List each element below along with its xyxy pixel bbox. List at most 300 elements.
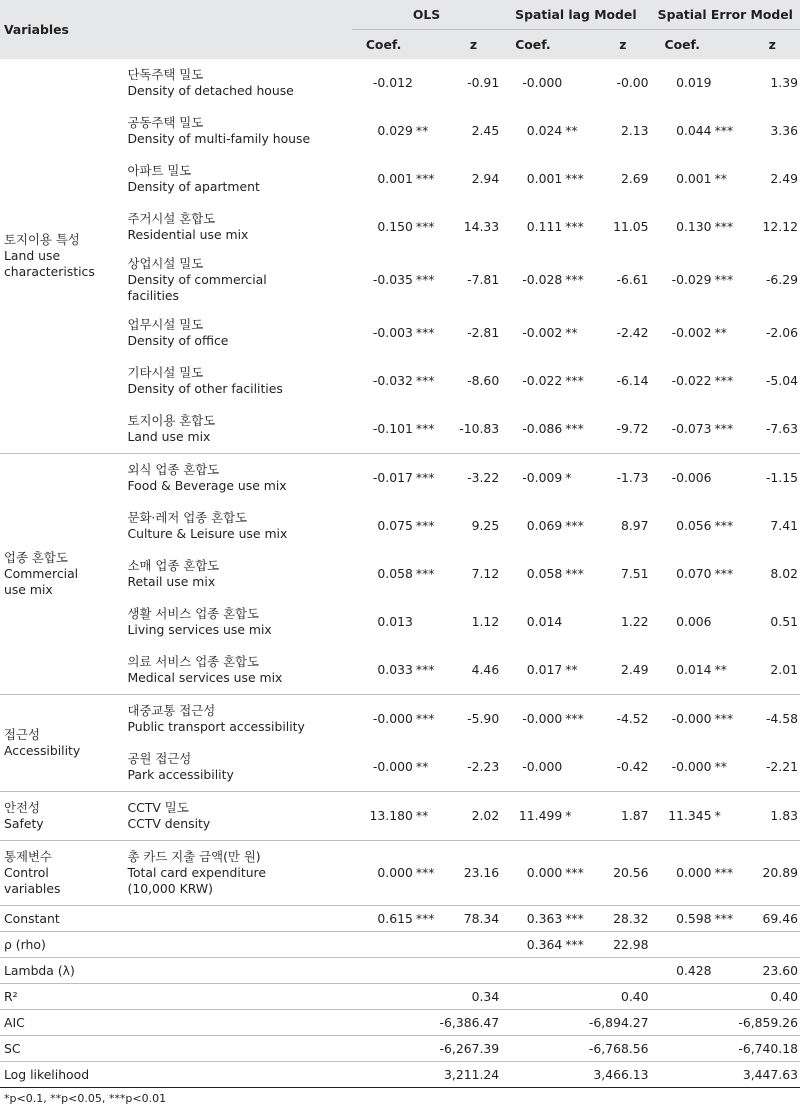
significance-stars: *** xyxy=(565,171,584,186)
significance-stars: *** xyxy=(565,711,584,726)
table-row xyxy=(0,155,800,203)
lag-coef xyxy=(501,454,595,503)
coef-value: -0.101 xyxy=(372,421,413,436)
category-cell xyxy=(0,695,119,792)
coef-value: 0.014 xyxy=(526,614,563,629)
ols-coef xyxy=(352,598,446,646)
ols-fit-value: 3,211.24 xyxy=(352,1062,501,1088)
significance-stars: ** xyxy=(714,662,727,677)
significance-stars: *** xyxy=(415,711,435,726)
table-row xyxy=(0,107,800,155)
category-cell xyxy=(0,59,119,454)
significance-stars: *** xyxy=(565,936,584,952)
coef-value: 0.130 xyxy=(676,219,712,234)
variable-korean-label: 기타시설 밀도 xyxy=(127,365,204,380)
ols-fit-value: -6,267.39 xyxy=(352,1036,501,1062)
ols-z: 78.34 xyxy=(446,906,501,932)
table-row xyxy=(0,792,800,841)
significance-stars: ** xyxy=(714,171,727,186)
lag-z: 22.98 xyxy=(595,932,650,958)
lag-z-header: z xyxy=(595,30,650,60)
variable-english-label: Density of other facilities xyxy=(127,381,283,396)
err-z: 23.60 xyxy=(745,958,800,984)
err-z: -7.63 xyxy=(745,405,800,454)
lag-coef xyxy=(501,932,595,958)
ols-z: 2.02 xyxy=(446,792,501,841)
ols-z: 1.12 xyxy=(471,614,500,629)
coef-value: 0.428 xyxy=(676,962,712,978)
err-coef xyxy=(651,251,745,309)
lag-z: 2.13 xyxy=(620,123,649,138)
footnote: *p<0.1, **p<0.05, ***p<0.01 xyxy=(4,1092,167,1105)
significance-stars: *** xyxy=(415,373,435,388)
category-label: characteristics xyxy=(4,264,95,279)
significance-stars: *** xyxy=(714,711,734,726)
variable-cell xyxy=(119,792,351,841)
coef-value: 11.345 xyxy=(668,808,712,823)
coef-value: -0.086 xyxy=(522,421,563,436)
err-z: -4.58 xyxy=(765,711,798,726)
coef-value: -0.029 xyxy=(671,272,712,287)
coef-value: 0.019 xyxy=(676,75,712,90)
err-z: -6.29 xyxy=(765,272,798,287)
ols-coef-header: Coef. xyxy=(352,30,446,60)
table-body xyxy=(0,59,800,1088)
ols-z: 9.25 xyxy=(471,518,500,533)
category-label: 통제변수 xyxy=(4,849,52,864)
coef-value: 0.033 xyxy=(377,662,413,677)
variable-english-label: Total card expenditure xyxy=(127,865,266,880)
coef-value: -0.017 xyxy=(372,470,413,485)
ols-z: 23.16 xyxy=(446,841,501,906)
ols-coef xyxy=(352,251,446,309)
lag-coef xyxy=(501,695,595,744)
coef-value: 0.150 xyxy=(377,219,413,234)
lag-coef xyxy=(501,550,595,598)
coef-value: 0.069 xyxy=(526,518,563,533)
category-label: Land use xyxy=(4,248,61,263)
significance-stars: *** xyxy=(415,325,435,340)
ols-z: -0.91 xyxy=(467,75,500,90)
err-coef-header: Coef. xyxy=(651,30,745,60)
significance-stars: *** xyxy=(714,123,734,138)
variable-cell xyxy=(119,203,351,251)
coef-value: -0.006 xyxy=(671,470,712,485)
variable-korean-label: 문화·레저 업종 혼합도 xyxy=(127,510,248,525)
variable-english-label: facilities xyxy=(127,288,179,303)
lag-coef xyxy=(501,155,595,203)
significance-stars: * xyxy=(565,470,572,485)
err-z: 20.89 xyxy=(745,841,800,906)
variable-english-label: Retail use mix xyxy=(127,574,216,589)
spatial-lag-header: Spatial lag Model xyxy=(501,0,650,30)
lag-fit-value: -6,768.56 xyxy=(501,1036,650,1062)
category-label: use mix xyxy=(4,582,53,597)
err-fit-value: -6,740.18 xyxy=(651,1036,800,1062)
lag-z xyxy=(595,958,650,984)
variable-english-label: Food & Beverage use mix xyxy=(127,478,287,493)
variable-english-label: Culture & Leisure use mix xyxy=(127,526,288,541)
variable-cell xyxy=(119,502,351,550)
err-coef xyxy=(651,598,745,646)
lag-coef xyxy=(501,251,595,309)
lag-z: 1.87 xyxy=(595,792,650,841)
err-z: -2.21 xyxy=(745,743,800,792)
variable-cell xyxy=(119,454,351,503)
err-coef xyxy=(651,203,745,251)
coef-value: 0.363 xyxy=(526,910,563,926)
err-coef xyxy=(651,906,745,932)
significance-stars: *** xyxy=(415,171,435,186)
err-fit-value: 3,447.63 xyxy=(651,1062,800,1088)
category-label: variables xyxy=(4,881,61,896)
significance-stars: *** xyxy=(714,865,734,880)
err-coef xyxy=(651,454,745,503)
lag-z: -0.00 xyxy=(616,75,649,90)
ols-coef xyxy=(352,107,446,155)
significance-stars: *** xyxy=(714,518,734,533)
coef-value: -0.009 xyxy=(522,470,563,485)
fit-row xyxy=(0,1010,800,1036)
table-row xyxy=(0,309,800,357)
table-row xyxy=(0,59,800,107)
lag-z: 1.22 xyxy=(620,614,649,629)
category-label: Control xyxy=(4,865,49,880)
ols-z xyxy=(446,932,501,958)
variable-cell xyxy=(119,59,351,107)
significance-stars: *** xyxy=(714,566,734,581)
significance-stars: *** xyxy=(714,910,734,926)
ols-coef xyxy=(352,695,446,744)
significance-stars: ** xyxy=(415,759,429,774)
ols-z: 2.45 xyxy=(471,123,500,138)
coef-value: 0.001 xyxy=(526,171,563,186)
ols-z xyxy=(446,958,501,984)
significance-stars: ** xyxy=(415,808,429,823)
coef-value: -0.000 xyxy=(671,759,712,774)
ols-coef xyxy=(352,155,446,203)
variable-english-label: Residential use mix xyxy=(127,227,249,242)
table-row xyxy=(0,203,800,251)
significance-stars: *** xyxy=(415,272,435,287)
coef-value: -0.012 xyxy=(372,75,413,90)
variable-english-label: Density of commercial xyxy=(127,272,267,287)
variable-english-label: (10,000 KRW) xyxy=(127,881,213,896)
ols-coef xyxy=(352,309,446,357)
err-z: 7.41 xyxy=(770,518,798,533)
significance-stars: ** xyxy=(415,123,429,138)
fit-row xyxy=(0,1036,800,1062)
ols-z: 7.12 xyxy=(471,566,500,581)
lag-coef xyxy=(501,958,595,984)
variable-cell xyxy=(119,405,351,454)
coef-value: 0.013 xyxy=(377,614,413,629)
variable-english-label: Living services use mix xyxy=(127,622,272,637)
category-label: 토지이용 특성 xyxy=(4,232,80,247)
category-label: 업종 혼합도 xyxy=(4,550,68,565)
variable-cell xyxy=(119,107,351,155)
err-z: 2.01 xyxy=(745,646,800,695)
variable-korean-label: 생활 서비스 업종 혼합도 xyxy=(127,606,259,621)
ols-coef xyxy=(352,906,446,932)
table-row xyxy=(0,841,800,906)
ols-z: 14.33 xyxy=(463,219,500,234)
significance-stars: ** xyxy=(565,325,578,340)
err-z: -2.06 xyxy=(765,325,798,340)
coef-value: 0.024 xyxy=(526,123,563,138)
err-z xyxy=(745,932,800,958)
lag-z: -0.42 xyxy=(595,743,650,792)
variable-korean-label: 토지이용 혼합도 xyxy=(127,413,216,428)
table-row xyxy=(0,743,800,792)
err-coef xyxy=(651,357,745,405)
significance-stars: *** xyxy=(714,219,734,234)
lag-coef xyxy=(501,906,595,932)
ols-z: -10.83 xyxy=(446,405,501,454)
err-coef xyxy=(651,309,745,357)
coef-value: 0.006 xyxy=(676,614,712,629)
ols-z: -2.81 xyxy=(467,325,500,340)
row-label: ρ (rho) xyxy=(0,932,352,958)
variable-cell xyxy=(119,155,351,203)
significance-stars: *** xyxy=(714,373,734,388)
coef-value: -0.022 xyxy=(671,373,712,388)
lag-coef xyxy=(501,59,595,107)
err-fit-value: -6,859.26 xyxy=(651,1010,800,1036)
variable-english-label: Land use mix xyxy=(127,429,211,444)
category-label: Commercial xyxy=(4,566,79,581)
ols-coef xyxy=(352,958,446,984)
spatial-error-header: Spatial Error Model xyxy=(651,0,800,30)
lag-coef xyxy=(501,107,595,155)
lag-fit-value: 0.40 xyxy=(501,984,650,1010)
lag-z: 2.49 xyxy=(595,646,650,695)
err-z: 0.51 xyxy=(770,614,798,629)
coef-value: 0.058 xyxy=(377,566,413,581)
fit-row xyxy=(0,984,800,1010)
variable-korean-label: 대중교통 접근성 xyxy=(127,703,216,718)
coef-value: 0.001 xyxy=(377,171,413,186)
ols-coef xyxy=(352,792,446,841)
significance-stars: *** xyxy=(415,566,435,581)
table-row xyxy=(0,357,800,405)
err-z: 1.39 xyxy=(770,75,798,90)
significance-stars: * xyxy=(714,808,721,823)
lag-coef xyxy=(501,357,595,405)
coef-value: 0.364 xyxy=(526,936,563,952)
coef-value: 0.056 xyxy=(676,518,712,533)
ols-coef xyxy=(352,550,446,598)
table-row xyxy=(0,454,800,503)
variable-korean-label: 공동주택 밀도 xyxy=(127,115,204,130)
lag-z: -1.73 xyxy=(616,470,649,485)
coef-value: 0.044 xyxy=(676,123,712,138)
err-z: -1.15 xyxy=(765,470,798,485)
lag-coef xyxy=(501,203,595,251)
lag-coef xyxy=(501,502,595,550)
constant-row xyxy=(0,906,800,932)
coef-value: -0.032 xyxy=(372,373,413,388)
lag-z: -9.72 xyxy=(595,405,650,454)
significance-stars: *** xyxy=(565,518,584,533)
category-label: Accessibility xyxy=(4,743,81,758)
ols-z-header: z xyxy=(446,30,501,60)
err-z: 8.02 xyxy=(770,566,798,581)
lag-z: 28.32 xyxy=(595,906,650,932)
variable-english-label: Public transport accessibility xyxy=(127,719,305,734)
lag-fit-value: 3,466.13 xyxy=(501,1062,650,1088)
coef-value: -0.035 xyxy=(372,272,413,287)
significance-stars: *** xyxy=(565,566,584,581)
table-row xyxy=(0,251,800,309)
table-row xyxy=(0,646,800,695)
variable-korean-label: 상업시설 밀도 xyxy=(127,256,204,271)
ols-fit-value: -6,386.47 xyxy=(352,1010,501,1036)
table-row xyxy=(0,405,800,454)
coef-value: 0.000 xyxy=(676,865,712,880)
significance-stars: *** xyxy=(415,662,435,677)
ols-z: 4.46 xyxy=(446,646,501,695)
lag-z: 11.05 xyxy=(613,219,649,234)
err-coef xyxy=(651,59,745,107)
significance-stars: * xyxy=(565,808,572,823)
variable-cell xyxy=(119,646,351,695)
lag-coef xyxy=(501,309,595,357)
table-row xyxy=(0,695,800,744)
coef-value: -0.002 xyxy=(522,325,563,340)
variable-korean-label: 업무시설 밀도 xyxy=(127,317,204,332)
err-coef xyxy=(651,743,745,792)
lag-z: -4.52 xyxy=(616,711,649,726)
coef-value: -0.000 xyxy=(522,759,563,774)
variable-korean-label: 의료 서비스 업종 혼합도 xyxy=(127,654,259,669)
variables-header: Variables xyxy=(0,0,352,59)
significance-stars: *** xyxy=(565,219,584,234)
variable-english-label: CCTV density xyxy=(127,816,211,831)
coef-value: 13.180 xyxy=(369,808,413,823)
fit-label: SC xyxy=(0,1036,352,1062)
ols-coef xyxy=(352,357,446,405)
significance-stars: *** xyxy=(415,219,435,234)
variable-korean-label: 외식 업종 혼합도 xyxy=(127,462,220,477)
coef-value: 0.111 xyxy=(526,219,563,234)
significance-stars: ** xyxy=(565,123,578,138)
ols-coef xyxy=(352,932,446,958)
fit-label: AIC xyxy=(0,1010,352,1036)
ols-coef xyxy=(352,743,446,792)
table-row xyxy=(0,550,800,598)
lambda-row xyxy=(0,958,800,984)
err-coef xyxy=(651,646,745,695)
coef-value: -0.002 xyxy=(671,325,712,340)
variable-korean-label: 주거시설 혼합도 xyxy=(127,211,216,226)
variable-english-label: Park accessibility xyxy=(127,767,234,782)
variable-cell xyxy=(119,251,351,309)
err-z: 1.83 xyxy=(745,792,800,841)
variable-korean-label: 총 카드 지출 금액(만 원) xyxy=(127,849,261,864)
err-coef xyxy=(651,841,745,906)
ols-z: -7.81 xyxy=(467,272,500,287)
significance-stars: *** xyxy=(415,470,435,485)
coef-value: 0.075 xyxy=(377,518,413,533)
coef-value: 0.058 xyxy=(526,566,563,581)
variable-english-label: Density of multi-family house xyxy=(127,131,311,146)
lag-coef xyxy=(501,743,595,792)
coef-value: -0.000 xyxy=(372,711,413,726)
significance-stars: *** xyxy=(565,421,584,436)
table-row xyxy=(0,598,800,646)
coef-value: 0.001 xyxy=(676,171,712,186)
table-row xyxy=(0,502,800,550)
lag-coef xyxy=(501,841,595,906)
significance-stars: *** xyxy=(415,518,435,533)
lag-coef xyxy=(501,405,595,454)
err-coef xyxy=(651,932,745,958)
row-label: Constant xyxy=(0,906,352,932)
significance-stars: *** xyxy=(565,373,584,388)
variable-cell xyxy=(119,841,351,906)
err-coef xyxy=(651,550,745,598)
significance-stars: *** xyxy=(565,865,584,880)
category-cell xyxy=(0,841,119,906)
row-label: Lambda (λ) xyxy=(0,958,352,984)
category-cell xyxy=(0,454,119,695)
coef-value: -0.000 xyxy=(522,711,563,726)
lag-z: -2.42 xyxy=(616,325,649,340)
ols-coef xyxy=(352,203,446,251)
err-coef xyxy=(651,155,745,203)
err-coef xyxy=(651,502,745,550)
variable-cell xyxy=(119,743,351,792)
rho-row xyxy=(0,932,800,958)
ols-coef xyxy=(352,405,446,454)
category-label: Safety xyxy=(4,816,44,831)
err-z: 3.36 xyxy=(770,123,798,138)
significance-stars: *** xyxy=(714,272,734,287)
lag-z: -6.14 xyxy=(616,373,649,388)
ols-z: -2.23 xyxy=(446,743,501,792)
err-z: 69.46 xyxy=(745,906,800,932)
lag-coef xyxy=(501,792,595,841)
variable-english-label: Medical services use mix xyxy=(127,670,283,685)
variable-cell xyxy=(119,598,351,646)
coef-value: 0.000 xyxy=(377,865,413,880)
significance-stars: *** xyxy=(415,865,435,880)
lag-coef xyxy=(501,646,595,695)
significance-stars: *** xyxy=(714,421,734,436)
significance-stars: *** xyxy=(415,910,435,926)
coef-value: -0.073 xyxy=(671,421,712,436)
lag-z: -6.61 xyxy=(616,272,649,287)
err-coef xyxy=(651,405,745,454)
ols-z: -5.90 xyxy=(467,711,500,726)
coef-value: -0.000 xyxy=(522,75,563,90)
variable-cell xyxy=(119,309,351,357)
ols-fit-value: 0.34 xyxy=(352,984,501,1010)
coef-value: 11.499 xyxy=(518,808,563,823)
coef-value: -0.003 xyxy=(372,325,413,340)
lag-coef xyxy=(501,598,595,646)
significance-stars: *** xyxy=(565,910,584,926)
fit-row xyxy=(0,1062,800,1088)
coef-value: 0.070 xyxy=(676,566,712,581)
variable-cell xyxy=(119,550,351,598)
significance-stars: *** xyxy=(415,421,435,436)
significance-stars: *** xyxy=(565,272,584,287)
err-fit-value: 0.40 xyxy=(651,984,800,1010)
ols-z: 2.94 xyxy=(471,171,500,186)
category-label: 접근성 xyxy=(4,727,40,742)
